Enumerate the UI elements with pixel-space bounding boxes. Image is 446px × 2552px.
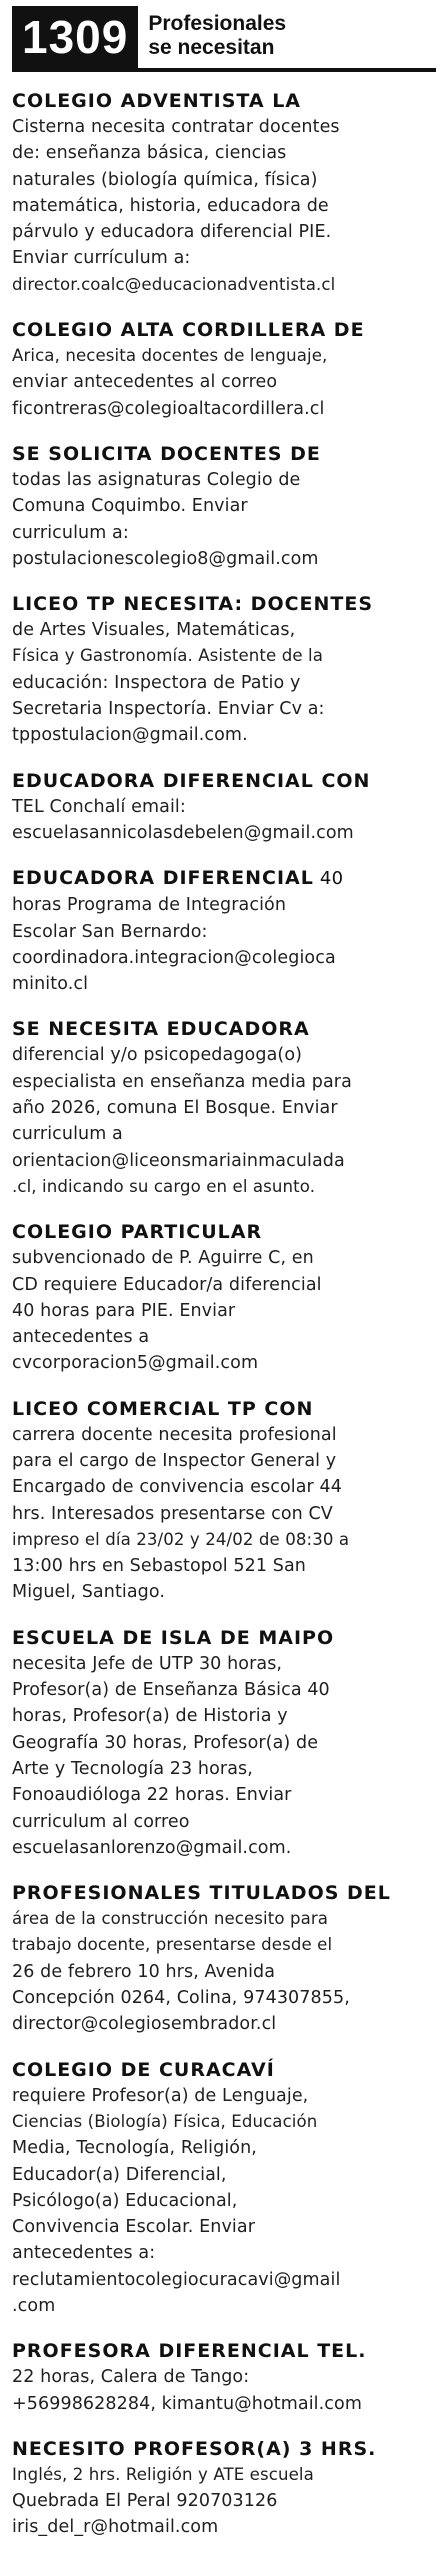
ad-body-line: Cisterna necesita contratar docentes: [12, 117, 340, 137]
ad-body-line: hrs. Interesados presentarse con CV: [12, 1503, 333, 1524]
ad-body-line: Arica, necesita docentes de lenguaje,: [12, 346, 328, 366]
ad-body-line: tppostulacion@gmail.com.: [12, 725, 248, 746]
ad-title-text: LICEO TP NECESITA: DOCENTES: [12, 593, 374, 616]
ad-title: [12, 1219, 436, 1245]
ad-body-line: matemática, historia, educadora de: [12, 195, 329, 216]
classified-ad: [12, 1880, 436, 2037]
section-label: [138, 6, 286, 68]
ad-body-line: antecedentes a:: [12, 2243, 156, 2264]
ad-body-line: carrera docente necesita profesional: [12, 1424, 337, 1445]
ads-list: [12, 88, 436, 2541]
ad-title: [12, 317, 436, 343]
classified-ad: [12, 768, 436, 847]
ad-title-tail: 40: [313, 868, 344, 890]
ad-body-line: Educador(a) Diferencial,: [12, 2164, 227, 2185]
classified-ad: [12, 88, 436, 298]
ad-title-text: SE NECESITA EDUCADORA: [12, 1018, 310, 1041]
classified-ad: [12, 2338, 436, 2417]
ad-body-line: Convivencia Escolar. Enviar: [12, 2217, 256, 2238]
ad-body-line: Fonoaudióloga 22 horas. Enviar: [12, 1785, 292, 1806]
ad-body-line: horas Programa de Integración: [12, 895, 287, 916]
classified-ad: [12, 2057, 436, 2320]
ad-title: [12, 1016, 436, 1042]
ad-body-line: todas las asignaturas Colegio de: [12, 469, 301, 490]
ad-body-line: Miguel, Santiago.: [12, 1582, 166, 1603]
ad-body-line: enviar antecedentes al correo: [12, 372, 278, 393]
classified-ad: [12, 1016, 436, 1200]
ad-body-line: curriculum al correo: [12, 1811, 190, 1832]
ad-title-text: COLEGIO DE CURACAVÍ: [12, 2058, 275, 2081]
ad-body-line: año 2026, comuna El Bosque. Enviar: [12, 1098, 338, 1119]
ad-title: [12, 865, 436, 892]
ad-body-line: impreso el día 23/02 y 24/02 de 08:30 a: [12, 1529, 350, 1549]
ad-body-line: Ciencias (Biología) Física, Educación: [12, 2111, 318, 2131]
ad-body-line: Comuna Coquimbo. Enviar: [12, 496, 248, 517]
ad-body-line: Geografía 30 horas, Profesor(a) de: [12, 1732, 319, 1753]
ad-body-line: Concepción 0264, Colina, 974307855,: [12, 1988, 350, 2009]
ad-body-line: para el cargo de Inspector General y: [12, 1450, 337, 1471]
ad-body-line: especialista en enseñanza media para: [12, 1071, 352, 1092]
ad-title-text: EDUCADORA DIFERENCIAL CON: [12, 769, 371, 792]
ad-title-text: SE SOLICITA DOCENTES DE: [12, 442, 321, 465]
ad-title: [12, 441, 436, 467]
ad-body-line: párvulo y educadora diferencial PIE.: [12, 222, 332, 243]
ad-body-line: educación: Inspectora de Patio y: [12, 672, 301, 693]
ad-body-line: Encargado de convivencia escolar 44: [12, 1477, 342, 1498]
ad-body-line: .cl, indicando su cargo en el asunto.: [12, 1176, 316, 1196]
classified-ad: [12, 591, 436, 748]
ad-body-line: Profesor(a) de Enseñanza Básica 40: [12, 1680, 330, 1701]
ad-body-line: director.coalc@educacionadventista.cl: [12, 274, 336, 294]
ad-body-line: 40 horas para PIE. Enviar: [12, 1300, 236, 1321]
ad-body-line: ficontreras@colegioaltacordillera.cl: [12, 398, 325, 419]
ad-body-line: horas, Profesor(a) de Historia y: [12, 1706, 288, 1727]
ad-title-text: PROFESORA DIFERENCIAL TEL.: [12, 2340, 367, 2363]
ad-title: [12, 1880, 436, 1906]
ad-body-line: orientacion@liceonsmariainmaculada: [12, 1150, 345, 1171]
ad-title-text: PROFESIONALES TITULADOS DEL: [12, 1882, 391, 1905]
ad-title-text: COLEGIO PARTICULAR: [12, 1221, 263, 1244]
ad-body-line: Psicólogo(a) Educacional,: [12, 2190, 238, 2211]
ad-body-line: TEL Conchalí email:: [12, 796, 186, 817]
ad-title-text: EDUCADORA DIFERENCIAL: [12, 867, 314, 890]
ad-title-text: COLEGIO ADVENTISTA LA: [12, 90, 302, 112]
ad-title-text: ESCUELA DE ISLA DE MAIPO: [12, 1626, 335, 1649]
ad-body-line: de: enseñanza básica, ciencias: [12, 143, 287, 164]
ad-body-line: naturales (biología química, física): [12, 169, 318, 190]
ad-body-line: Secretaria Inspectoría. Enviar Cv a:: [12, 699, 325, 720]
ad-body-line: trabajo docente, presentarse desde el: [12, 1935, 333, 1955]
section-header: [12, 6, 436, 72]
ad-title: [12, 1396, 436, 1422]
classified-ad: [12, 1219, 436, 1376]
ad-body-line: antecedentes a: [12, 1327, 150, 1348]
ad-body-line: escuelasanlorenzo@gmail.com.: [12, 1837, 292, 1858]
ad-body-line: curriculum a:: [12, 522, 129, 543]
classified-ad: [12, 1396, 436, 1606]
ad-body-line: +56998628284, kimantu@hotmail.com: [12, 2393, 362, 2414]
ad-title-text: COLEGIO ALTA CORDILLERA DE: [12, 319, 365, 342]
ad-body-line: director@colegiosembrador.cl: [12, 2014, 277, 2035]
ad-body-line: área de la construcción necesito para: [12, 1909, 329, 1929]
ad-title: [12, 591, 436, 617]
ad-title-text: NECESITO PROFESOR(A) 3 HRS.: [12, 2437, 377, 2460]
ad-body-line: minito.cl: [12, 974, 89, 995]
section-code: 1309: [12, 6, 138, 68]
ad-body-line: Media, Tecnología, Religión,: [12, 2138, 257, 2159]
ad-title-text: LICEO COMERCIAL TP CON: [12, 1397, 314, 1420]
classified-ad: [12, 865, 436, 997]
ad-body-line: 13:00 hrs en Sebastopol 521 San: [12, 1556, 307, 1577]
ad-body-line: coordinadora.integracion@colegioca: [12, 947, 336, 968]
ad-body-line: reclutamientocolegiocuracavi@gmail: [12, 2269, 341, 2290]
ad-title: [12, 2057, 436, 2083]
ad-body-line: Arte y Tecnología 23 horas,: [12, 1758, 253, 1779]
classified-ad: [12, 441, 436, 572]
ad-body-line: subvencionado de P. Aguirre C, en: [12, 1248, 314, 1269]
ad-body-line: Física y Gastronomía. Asistente de la: [12, 646, 323, 666]
ad-body-line: CD requiere Educador/a diferencial: [12, 1274, 322, 1295]
ad-title: [12, 2338, 436, 2364]
classified-ad: [12, 1625, 436, 1861]
ad-body-line: Quebrada El Peral 920703126: [12, 2491, 278, 2512]
classified-ad: [12, 2436, 436, 2541]
classified-ad: [12, 317, 436, 422]
ad-body-line: 26 de febrero 10 hrs, Avenida: [12, 1961, 276, 1982]
ad-body-line: necesita Jefe de UTP 30 horas,: [12, 1653, 283, 1674]
ad-title: [12, 88, 436, 114]
ad-body-line: diferencial y/o psicopedagoga(o): [12, 1045, 303, 1066]
section-label-line2: se necesitan: [148, 36, 275, 59]
ad-body-line: 22 horas, Calera de Tango:: [12, 2367, 250, 2388]
ad-body-line: postulacionescolegio8@gmail.com: [12, 548, 319, 569]
ad-body-line: de Artes Visuales, Matemáticas,: [12, 620, 296, 641]
ad-body-line: Enviar currículum a:: [12, 248, 191, 269]
ad-body-line: Inglés, 2 hrs. Religión y ATE escuela: [12, 2464, 314, 2484]
ad-title: [12, 1625, 436, 1651]
ad-body-line: curriculum a: [12, 1124, 123, 1145]
ad-body-line: iris_del_r@hotmail.com: [12, 2517, 219, 2538]
ad-title: [12, 768, 436, 794]
ad-body-line: cvcorporacion5@gmail.com: [12, 1353, 259, 1374]
ad-body-line: .com: [12, 2296, 56, 2316]
ad-title: [12, 2436, 436, 2462]
section-label-line1: Profesionales: [148, 12, 287, 35]
ad-body-line: Escolar San Bernardo:: [12, 921, 208, 942]
ad-body-line: requiere Profesor(a) de Lenguaje,: [12, 2085, 309, 2106]
ad-body-line: escuelasannicolasdebelen@gmail.com: [12, 822, 354, 843]
